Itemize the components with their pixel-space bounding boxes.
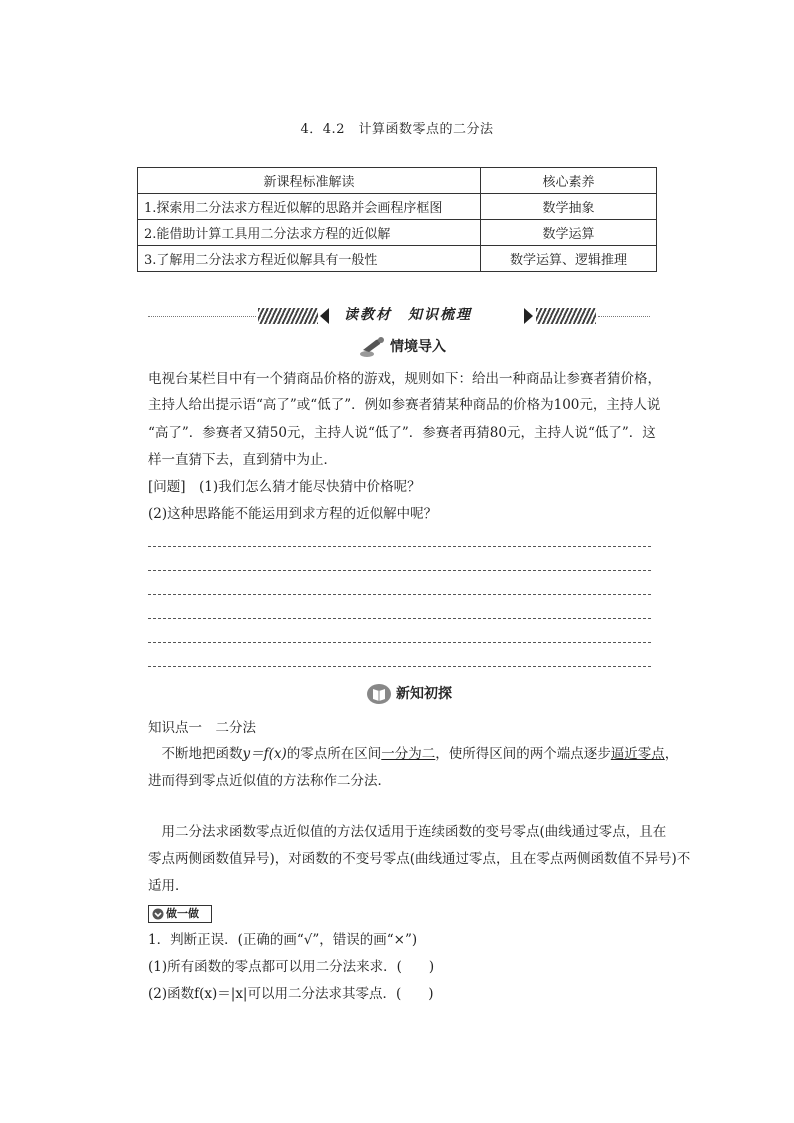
note-line: [148, 822, 678, 842]
situation-text-line-1: 电视台某栏目中有一个猜商品价格的游戏，规则如下：给出一种商品让参赛者猜价格，: [148, 371, 661, 387]
section-new-knowledge-heading: [366, 683, 452, 705]
definition-text: ，使所得区间的两个端点逐步: [435, 746, 611, 762]
table-cell: 数学运算: [481, 220, 657, 246]
situation-text-line: “高了”．参赛者又猜50元，主持人说“低了”．参赛者再猜80元，主持人说“低了”．这: [148, 425, 656, 441]
situation-text-line: [148, 369, 668, 389]
section-banner: [148, 302, 650, 330]
book-icon: [366, 683, 392, 705]
table-header-cell: 核心素养: [481, 168, 657, 194]
banner-hatch-right: [536, 308, 596, 324]
practice-label-box: [148, 905, 212, 923]
table-row: [138, 194, 657, 220]
note-line: 适用．: [148, 878, 189, 894]
banner-arrow-right-icon: [524, 308, 533, 324]
definition-text: 的零点所在区间: [286, 746, 382, 762]
knowledge-point-title: 知识点一 二分法: [148, 720, 256, 736]
practice-question: 1．判断正误．(正确的画“√”，错误的画“×”): [148, 932, 418, 948]
definition-line-1: [148, 744, 678, 764]
note-line: 零点两侧函数值异号)，对函数的不变号零点(曲线通过零点，且在零点两侧函数值不异号)不: [148, 851, 691, 867]
note-text: 用二分法求函数零点近似值的方法仅适用于连续函数的变号零点(曲线通过零点，且在: [161, 824, 667, 840]
function-expression: y＝f(x): [242, 746, 287, 762]
definition-line-2: 进而得到零点近似值的方法称作二分法．: [148, 773, 391, 789]
table-cell: 2.能借助计算工具用二分法求方程的近似解: [138, 220, 481, 246]
banner-hatch-left: [258, 308, 318, 324]
answer-line: [148, 594, 651, 595]
section-situation-heading: [360, 336, 446, 358]
banner-dotted-line: [148, 316, 256, 317]
trumpet-icon: [360, 336, 386, 358]
table-cell: 1.探索用二分法求方程近似解的思路并会画程序框图: [138, 194, 481, 220]
answer-line: [148, 618, 651, 619]
practice-item: (2)函数f(x)＝|x|可以用二分法求其零点．( ): [148, 986, 434, 1002]
answer-line: [148, 642, 651, 643]
answer-line: [148, 570, 651, 571]
definition-text: ，: [664, 746, 679, 762]
situation-text-line: 样一直猜下去，直到猜中为止．: [148, 452, 337, 468]
table-header-row: [138, 168, 657, 194]
standards-table: [137, 167, 657, 272]
page-title: 4．4.2 计算函数零点的二分法: [300, 122, 494, 137]
banner-arrow-left-icon: [320, 308, 329, 324]
practice-item: (1)所有函数的零点都可以用二分法来求．( ): [148, 959, 435, 975]
table-cell: 3.了解用二分法求方程近似解具有一般性: [138, 246, 481, 272]
banner-dotted-line: [598, 316, 650, 317]
section-situation-title: 情境导入: [390, 339, 446, 355]
table-cell: 数学抽象: [481, 194, 657, 220]
practice-label: 做一做: [166, 907, 199, 920]
underlined-term: 一分为二: [381, 746, 436, 762]
table-header-cell: 新课程标准解读: [138, 168, 481, 194]
table-row: [138, 246, 657, 272]
section-new-knowledge-title: 新知初探: [396, 686, 452, 702]
answer-line: [148, 546, 651, 547]
chevron-down-circle-icon: [152, 908, 164, 920]
question-2: (2)这种思路能不能运用到求方程的近似解中呢？: [148, 506, 438, 522]
answer-line: [148, 666, 651, 667]
table-row: [138, 220, 657, 246]
banner-title: 读教材 知识梳理: [344, 307, 472, 323]
underlined-term: 逼近零点: [610, 746, 665, 762]
table-cell: 数学运算、逻辑推理: [481, 246, 657, 272]
question-1: [问题] (1)我们怎么猜才能尽快猜中价格呢？: [148, 479, 421, 495]
situation-text-line: 主持人给出提示语“高了”或“低了”．例如参赛者猜某种商品的价格为100元，主持人说: [148, 397, 661, 413]
definition-text: 不断地把函数: [161, 746, 243, 762]
